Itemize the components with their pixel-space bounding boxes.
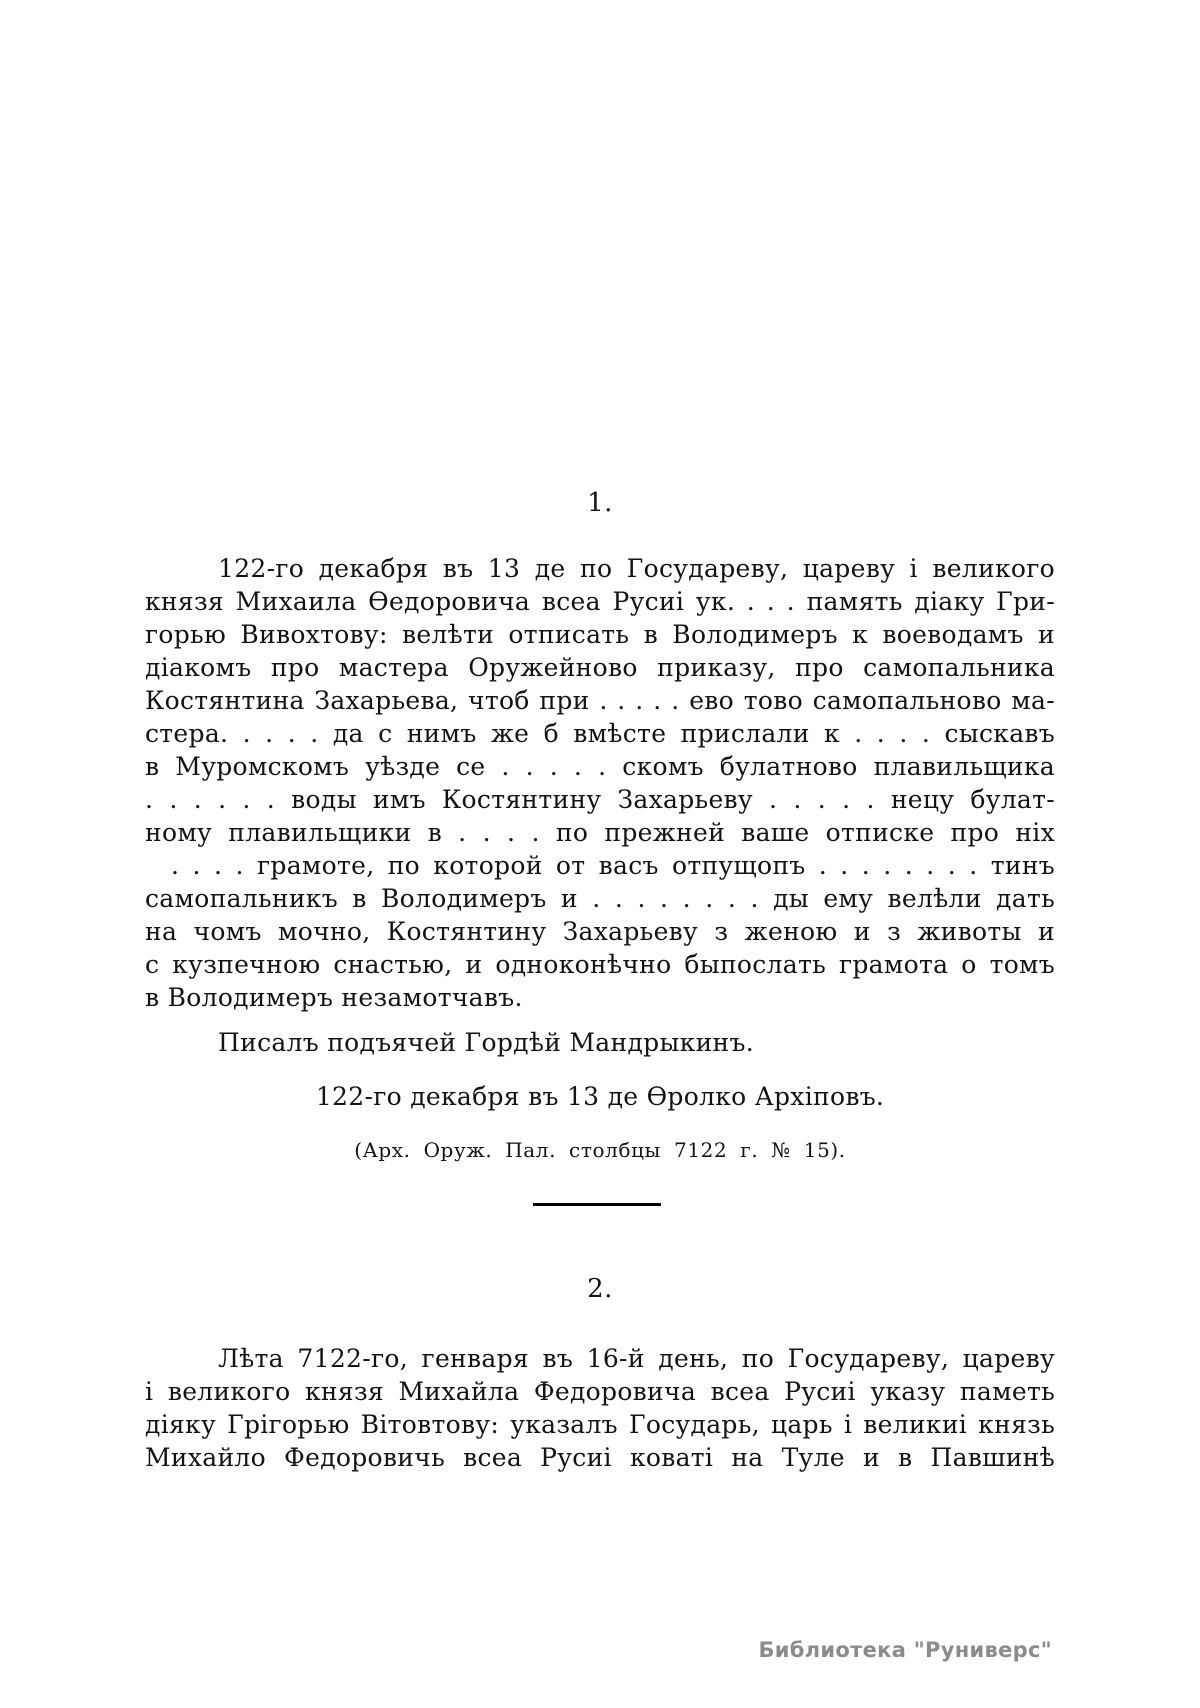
text-line: стера. . . . . да с нимъ же б вмѣсте прислали к . . . . сыскавъ [145, 719, 1055, 748]
text-line: . . . . грамоте, по которой от васъ отпущопъ . . . . . . . . тинъ [171, 851, 1055, 880]
text-line: 122-го декабря въ 13 де по Государеву, цареву і великого [218, 554, 1055, 583]
text-line: в Володимеръ незамотчавъ. [145, 983, 523, 1012]
doc2-body [145, 1342, 1055, 1474]
text-line: в Муромскомъ уѣзде се . . . . . скомъ булатново плавильщика [145, 752, 1055, 781]
text-line: Михайло Федоровичь всеа Русиі коваті на Туле и в Павшинѣ [145, 1443, 1055, 1472]
text-line: діяку Грігорью Вітовтову: указалъ Государь, царь і великиі князь [145, 1410, 1055, 1439]
runivers-library-watermark: Библиотека "Руниверс" [758, 1638, 1052, 1662]
doc2-number: 2. [587, 1274, 613, 1304]
text-line: горью Вивохтову: велѣти отписать в Володимеръ к воеводамъ и [145, 620, 1055, 649]
doc1-archive-reference: (Арх. Оруж. Пал. столбцы 7122 г. № 15). [354, 1138, 846, 1162]
doc1-signature: Писалъ подъячей Гордѣй Мандрыкинъ. [218, 1028, 754, 1057]
text-line: с кузпечною снастью, и одноконѣчно быпослать грамота о томъ [145, 950, 1055, 979]
text-line: і великого князя Михайла Федоровича всеа Русиі указу паметь [145, 1377, 1055, 1406]
doc1-body [145, 552, 1055, 1014]
text-line: Лѣта 7122-го, генваря въ 16-й день, по Государеву, цареву [218, 1344, 1055, 1373]
doc1-number: 1. [587, 488, 613, 518]
section-divider-rule [533, 1203, 661, 1206]
text-line: самопальникъ в Володимеръ и . . . . . . . . ды ему велѣли дать [145, 884, 1055, 913]
text-line: діакомъ про мастера Оружейново приказу, про самопальника [145, 653, 1055, 682]
text-line: князя Михаила Ѳедоровича всеа Русиі ук. . . . память діаку Гри- [145, 587, 1055, 616]
doc1-dateline: 122-го декабря въ 13 де Ѳролко Архіповъ. [315, 1082, 885, 1111]
text-line: ному плавильщики в . . . . по прежней ваше отписке про ніх [145, 818, 1055, 847]
text-line: . . . . . . воды имъ Костянтину Захарьеву . . . . . нецу булат- [145, 785, 1055, 814]
text-line: Костянтина Захарьева, чтоб при . . . . . ево тово самопальново ма- [145, 686, 1055, 715]
text-line: на чомъ мочно, Костянтину Захарьеву з женою и з животы и [145, 917, 1055, 946]
